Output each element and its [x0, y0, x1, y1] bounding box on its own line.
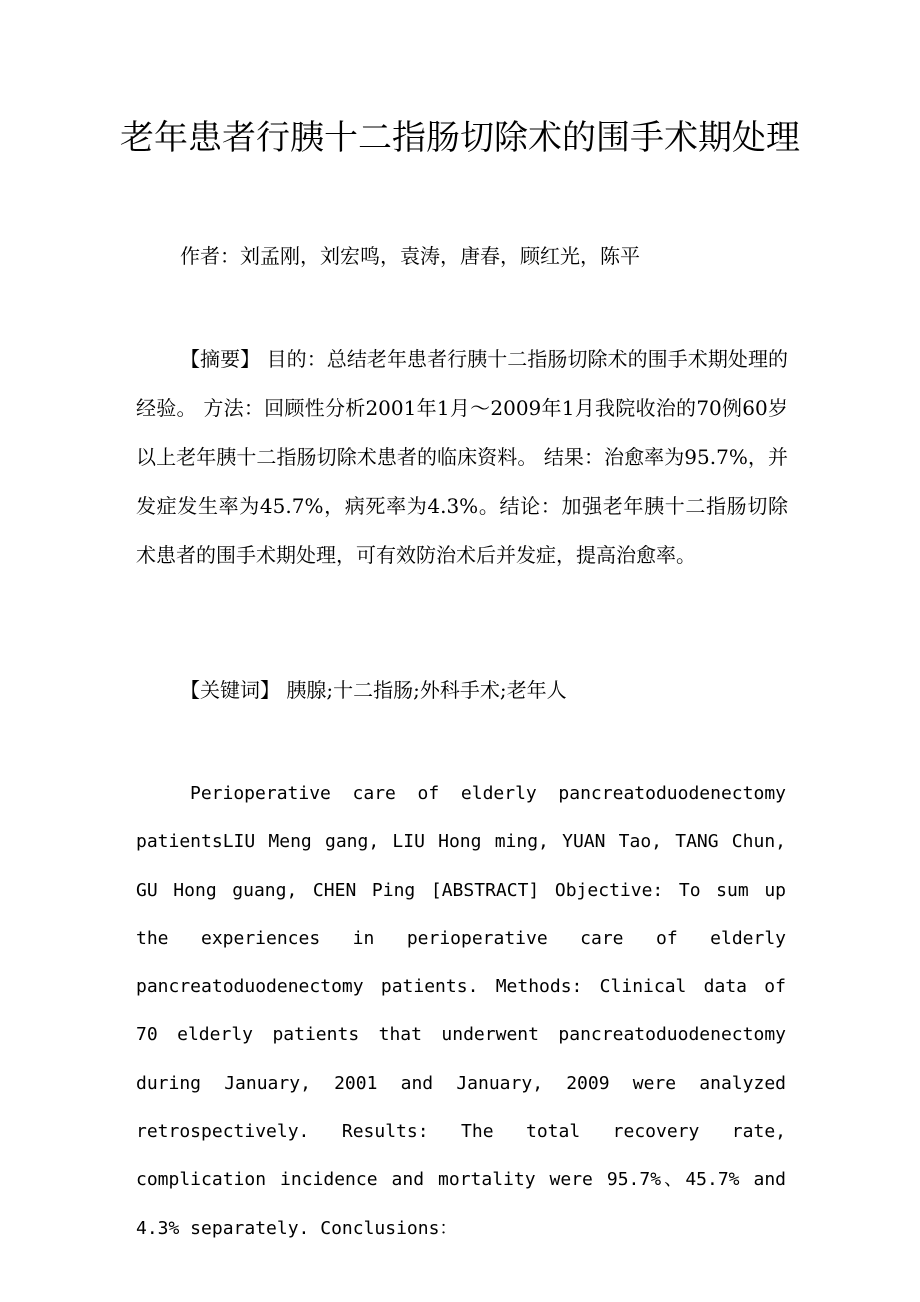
keywords-text: 胰腺;十二指肠;外科手术;老年人 — [280, 678, 567, 702]
abstract-label: 【摘要】 — [180, 347, 261, 371]
keywords-line — [180, 676, 567, 704]
paper-title: 老年患者行胰十二指肠切除术的围手术期处理 — [120, 118, 800, 158]
author-list: 作者：刘孟刚，刘宏鸣，袁涛，唐春，顾红光，陈平 — [180, 244, 640, 268]
chinese-abstract-paragraph — [136, 335, 788, 580]
english-abstract-paragraph: Perioperative care of elderly pancreatoduodenectomy patientsLIU Meng gang, LIU Hong ming, YUAN Tao, TANG Chun, GU Hong guang, CHEN Ping [ABSTRACT] Objective: To sum up the experiences in perioperative care of elderly pancreatoduodenectomy patients. Methods: Clinical data of 70 elderly patients that underwent pancreatoduodenectomy during January, 2001 and January, 2009 were analyzed retrospectively. Results: The total recovery rate, complication incidence and mortality were 95.7%、45.7% and 4.3% separately. Conclusions： — [136, 783, 786, 1239]
keywords-label: 【关键词】 — [180, 678, 280, 702]
english-abstract — [136, 770, 786, 1253]
abstract-text: 目的：总结老年患者行胰十二指肠切除术的围手术期处理的经验。 方法：回顾性分析2001年1月～2009年1月我院收治的70例60岁以上老年胰十二指肠切除术患者的临床资料。 结果：治愈率为95.7%，并发症发生率为45.7%，病死率为4.3%。结论：加强老年胰十二指肠切除术患者的围手术期处理，可有效防治术后并发症，提高治愈率。 — [136, 347, 788, 567]
chinese-abstract — [136, 335, 788, 580]
